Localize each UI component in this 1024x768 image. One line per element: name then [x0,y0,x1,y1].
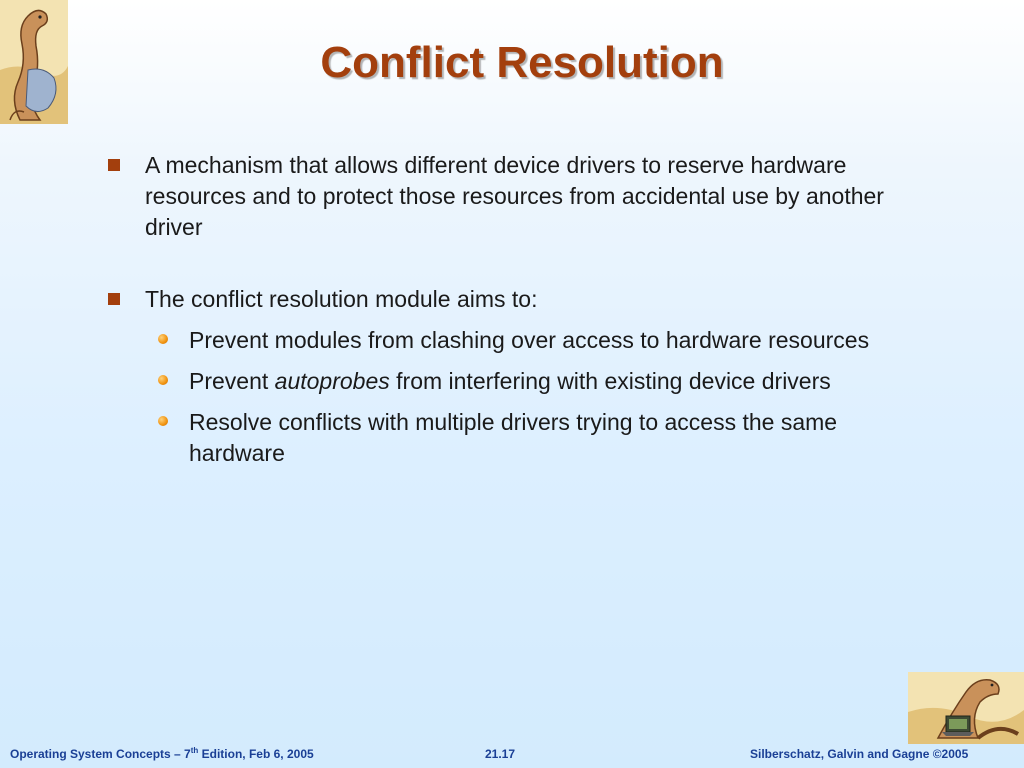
sub-bullet-item [153,325,938,356]
square-bullet-icon [108,159,120,171]
footer-book-title [10,747,314,761]
footer-book-title-suffix: Edition, Feb 6, 2005 [198,747,314,761]
footer-page-number: 21.17 [485,747,516,761]
dinosaur-with-laptop-icon [908,672,1024,744]
bullet-text: A mechanism that allows different device drivers to reserve hardware resources and to protect those resources from accidental use by another driver [145,152,884,240]
round-bullet-icon [158,334,168,344]
bullet-item [108,150,938,243]
footer-copyright: Silberschatz, Galvin and Gagne ©2005 [750,747,969,761]
sub-bullet-text-pre: Prevent [189,368,275,394]
sub-bullet-item [153,366,938,397]
bullet-item [108,284,938,315]
bullet-text: The conflict resolution module aims to: [145,286,538,312]
footer-edition-superscript: th [190,746,199,755]
sub-bullet-item [153,407,938,469]
sub-bullet-text-emphasis: autoprobes [274,368,390,394]
square-bullet-icon [108,293,120,305]
sub-bullet-text-post: from interfering with existing device drivers [389,368,831,394]
slide-content [108,150,938,469]
footer-book-title-prefix: Operating System Concepts – 7 [10,747,191,761]
sub-bullet-text: Prevent modules from clashing over access to hardware resources [189,327,870,353]
round-bullet-icon [158,416,168,426]
round-bullet-icon [158,375,168,385]
sub-bullet-text: Resolve conflicts with multiple drivers trying to access the same hardware [189,409,838,466]
slide-title: Conflict Resolution [320,38,724,87]
